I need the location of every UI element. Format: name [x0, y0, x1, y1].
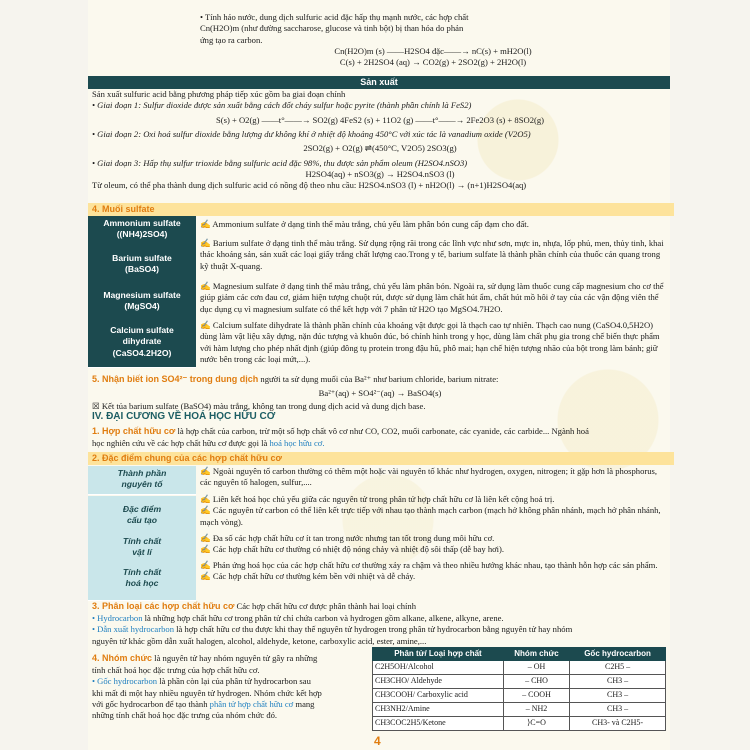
text-line: • Tính háo nước, dung dịch sulfuric acid đặc hấp thụ mạnh nước, các hợp chất — [200, 12, 469, 22]
label-line: ((NH4)2SO4) — [116, 229, 168, 240]
table-cell: CH3 – — [570, 675, 666, 689]
text-line: là phần còn lại của phân tử hydrocarbon sau — [157, 676, 311, 687]
section-title-phan-loai: 3. Phân loại các hợp chất hữu cơ — [92, 601, 235, 611]
highlight-text: hoá học hữu cơ. — [269, 438, 325, 448]
desc-calcium-sulfate: ✍ Calcium sulfate dihydrate là thành phần chính của khoáng vật được gọi là thạch cao tự nhiên. Thạch cao nung (CaSO4.0,5H2O) dùng làm vật liệu xây dựng, nặn đúc tượng và khuôn đúc, bó chỉnh hình trong y học, dùng làm chất phụ gia trong chế biến thực phẩm với hàm lượng cho phép nhất định (giúp đông tụ protein trong đậu hũ, phô mai; hạn chế hiện tượng nhão của bột trong làm bánh; giữ nước bên trong các loại mứt,...). — [200, 320, 660, 365]
table-header: Phân tử/ Loại hợp chất — [373, 648, 504, 661]
text-line: Cn(H2O)m (như đường saccharose, glucose và tinh bột) bị than hóa do phản — [200, 23, 464, 34]
table-cell: – COOH — [503, 689, 569, 703]
page-number: 4 — [374, 734, 381, 748]
stage-2: • Giai đoạn 2: Oxi hoá sulfur dioxide bằng lượng dư không khí ở nhiệt độ khoảng 450°C với xúc tác là vanadium oxide (V2O5) — [92, 129, 531, 140]
label-ammonium-sulfate — [88, 216, 196, 246]
highlight-text: phân tử hợp chất hữu cơ — [209, 699, 294, 710]
label-thanh-phan — [88, 466, 196, 495]
table-cell: CH3 – — [570, 703, 666, 717]
equation: 2SO2(g) + O2(g) ⇌(450°C, V2O5) 2SO3(g) — [303, 143, 457, 154]
functional-group-table — [372, 647, 666, 731]
label-line: Đặc điểm — [122, 504, 162, 514]
text-line: mang — [293, 699, 315, 710]
text-line: những tính chất hoá học đặc trưng của nhóm chức đó. — [92, 710, 278, 721]
text-line: học nghiên cứu về các hợp chất hữu cơ được gọi là — [92, 438, 270, 448]
label-line: (CaSO4.2H2O) — [112, 347, 172, 358]
text-line: ✍ Các hợp chất hữu cơ thường có nhiệt độ nóng chảy và nhiệt độ sôi thấp (dễ bay hơi). — [200, 544, 505, 555]
label-line: hoá học — [125, 578, 159, 589]
label-calcium-sulfate — [88, 320, 196, 368]
label-tinh-chat-hoa-hoc — [88, 562, 196, 601]
text-line: tính chất hoá học đặc trưng của hợp chất hữu cơ. — [92, 665, 260, 675]
section-title-nhom-chuc: 4. Nhóm chức — [92, 653, 153, 663]
table-cell: CH3 – — [570, 689, 666, 703]
table-header: Gốc hydrocarbon — [570, 648, 666, 661]
label-line: Tính chất — [122, 536, 162, 546]
table-header: Nhóm chức — [503, 648, 569, 661]
table-cell: CH3NH2/Amine — [373, 703, 504, 717]
table-row — [373, 661, 666, 675]
label-barium-sulfate — [88, 245, 196, 288]
table-row — [373, 717, 666, 731]
text-line: ứng tạo ra carbon. — [200, 34, 263, 45]
label-line: (MgSO4) — [124, 301, 160, 312]
table-row — [373, 689, 666, 703]
label-line: Thành phần — [117, 468, 167, 478]
nhom-chuc-block — [92, 652, 368, 722]
section-title-dac-diem: 2. Đặc điểm chung của các hợp chất hữu cơ — [88, 452, 674, 465]
document-sheet — [88, 0, 670, 750]
text-line: là nguyên tử hay nhóm nguyên tử gây ra những — [152, 653, 318, 663]
equation: Ba²⁺(aq) + SO4²⁻(aq) → BaSO4(s) — [318, 388, 442, 398]
text-line: ☒ Kết tủa barium sulfate (BaSO4) màu trắng, không tan trong dung dịch acid và dung dịch base. — [92, 401, 426, 412]
text-line: là những hợp chất hữu cơ trong phân tử chỉ chứa carbon và hydrogen gồm alkane, alkene, alkyne, arene. — [142, 613, 504, 623]
top-box-text — [200, 12, 666, 69]
equation: C(s) + 2H2SO4 (aq) → CO2(g) + 2SO2(g) + 2H2O(l) — [339, 57, 527, 68]
table-cell: – OH — [503, 661, 569, 675]
label-line: nguyên tố — [121, 479, 163, 490]
label-line: Ammonium sulfate — [103, 218, 181, 228]
text-line: ✍ Liên kết hoá học chủ yếu giữa các nguyên tử trong phân tử hợp chất hữu cơ là liên kết cộng hoá trị. — [200, 494, 555, 504]
equation: Cn(H2O)m (s) ——H2SO4 đặc——→ nC(s) + mH2O(l) — [334, 46, 532, 57]
label-line: cấu tạo — [126, 515, 158, 526]
part-title: IV. ĐẠI CƯƠNG VỀ HOÁ HỌC HỮU CƠ — [92, 411, 276, 422]
section-title-nhan-biet: 5. Nhận biết ion SO4²⁻ trong dung dịch — [92, 374, 259, 384]
desc-tinh-chat-vat-li — [200, 533, 666, 556]
text-line: ✍ Đa số các hợp chất hữu cơ ít tan trong nước nhưng tan tốt trong dung môi hữu cơ. — [200, 533, 495, 543]
right-margin — [670, 0, 750, 750]
desc-magnesium-sulfate: ✍ Magnesium sulfate ở dạng tinh thể màu trắng, chủ yếu làm phân bón. Ngoài ra, sử dụng làm thuốc cung cấp magnesium cho cơ thể giúp giảm các cơn đau cơ, giảm hiện tượng chuột rút, được sử dụng làm chất hút ẩm, chất hút mồ hôi ở tay của các vận động viên thể dục dụng cụ vì magnesium sulfate có thể kết hợp với 7 phân tử H2O tạo MgSO4.7H2O. — [200, 281, 664, 314]
section-header-san-xuat: Sản xuất — [88, 76, 670, 89]
left-margin — [0, 0, 88, 750]
text-line: ✍ Phản ứng hoá học của các hợp chất hữu cơ thường xảy ra chậm và theo nhiều hướng khác nhau, tạo thành hỗn hợp các sản phẩm. — [200, 560, 658, 570]
stage-1: • Giai đoạn 1: Sulfur dioxide được sản xuất bằng cách đốt cháy sulfur hoặc pyrite (thành phần chính là FeS2) — [92, 100, 472, 111]
label-line: Tính chất — [122, 567, 162, 577]
label-line: Barium sulfate — [112, 253, 172, 263]
text-line: là hợp chất hữu cơ thu được khi thay thế nguyên tử hydrogen trong phân tử hydrocarbon bằng nguyên tử hay nhóm — [174, 624, 573, 635]
label-line: Calcium sulfate — [110, 325, 174, 335]
desc-tinh-chat-hoa-hoc — [200, 560, 666, 583]
desc-barium-sulfate: ✍ Barium sulfate ở dạng tinh thể màu trắng. Sử dụng rộng rãi trong các lĩnh vực như sơn, mực in, nhựa, lốp phủ, men, thủy tinh, khai thác khoáng sản, sản xuất các loại giấy trắng chất lượng cao.Trong y tế, barium sulfate là thành phần chính của thuốc cản quang trong kỹ thuật X-quang. — [200, 238, 664, 271]
label-magnesium-sulfate — [88, 285, 196, 321]
table-cell: – NH2 — [503, 703, 569, 717]
text-line: là hợp chất của carbon, trừ một số hợp chất vô cơ như CO, CO2, muối carbonate, các cyanide, các carbide... Ngành hoá — [175, 426, 589, 436]
desc-ammonium-sulfate: ✍ Ammonium sulfate ở dạng tinh thể màu trắng, chủ yếu làm phân bón cung cấp đạm cho đất. — [200, 219, 529, 229]
label-line: Magnesium sulfate — [103, 290, 181, 300]
text-line: ✍ Các hợp chất hữu cơ thường kém bền với nhiệt và dễ cháy. — [200, 571, 416, 582]
desc-dac-diem-cau-tao — [200, 494, 666, 528]
text-line: Sản xuất sulfuric acid bằng phương pháp tiếp xúc gồm ba giai đoạn chính — [92, 89, 346, 99]
text-line: Từ oleum, có thể pha thành dung dịch sulfuric acid có nồng độ theo nhu cầu: H2SO4.nSO3 (l) + nH2O(l) → (n+1)H2SO4(aq) — [92, 180, 527, 191]
section-title-hop-chat-huu-co: 1. Hợp chất hữu cơ — [92, 426, 176, 436]
nhan-biet-block — [92, 373, 668, 413]
table-row — [373, 703, 666, 717]
text-line: với gốc hydrocarbon để tạo thành — [92, 699, 210, 710]
table-cell: CH3- và C2H5- — [570, 717, 666, 731]
text-line: người ta sử dụng muối của Ba²⁺ như barium chloride, barium nitrate: — [258, 374, 499, 384]
huu-co-definition — [92, 425, 668, 449]
stage-3: • Giai đoạn 3: Hấp thụ sulfur trioxide bằng sulfuric acid đặc 98%, thu được sản phẩm oleum (H2SO4.nSO3) — [92, 157, 468, 168]
table-header-row — [373, 648, 666, 661]
san-xuat-body — [92, 89, 668, 192]
section-title-muoi-sulfate: 4. Muối sulfate — [88, 203, 674, 216]
label-line: vật lí — [132, 547, 152, 558]
equation: H2SO4(aq) + nSO3(g) → H2SO4.nSO3 (l) — [305, 169, 455, 180]
label-line: (BaSO4) — [125, 264, 159, 275]
table-cell: C2H5OH/Alcohol — [373, 661, 504, 675]
table-cell: CH3COOH/ Carboxylic acid — [373, 689, 504, 703]
table-cell: ⟩C=O — [503, 717, 569, 731]
equation: S(s) + O2(g) ——t°——→ SO2(g) 4FeS2 (s) + 11O2 (g) ——t°——→ 2Fe2O3 (s) + 8SO2(g) — [215, 114, 545, 125]
highlight-text: • Gốc hydrocarbon — [92, 676, 158, 687]
text-line: ✍ Các nguyên tử carbon có thể liên kết trực tiếp với nhau tạo thành mạch carbon (mạch hở không phân nhánh, mạch hở phân nhánh, mạch vòng). — [200, 505, 661, 527]
desc-thanh-phan: ✍ Ngoài nguyên tố carbon thường có thêm một hoặc vài nguyên tố khác như hydrogen, oxygen, nitrogen; ít gặp hơn là phosphorus, các nguyên tố halogen, sulfur,.... — [200, 466, 658, 488]
text-line: Các hợp chất hữu cơ được phân thành hai loại chính — [234, 601, 417, 611]
highlight-text: • Hydrocarbon — [92, 613, 143, 623]
table-cell: – CHO — [503, 675, 569, 689]
table-row — [373, 675, 666, 689]
label-tinh-chat-vat-li — [88, 532, 196, 563]
table-cell: C2H5 – — [570, 661, 666, 675]
label-line: dihydrate — [122, 336, 162, 347]
text-line: nguyên tử khác gồm dẫn xuất halogen, alcohol, aldehyde, ketone, carboxylic acid, ester, amine,... — [92, 635, 427, 646]
highlight-text: • Dẫn xuất hydrocarbon — [92, 624, 174, 635]
table-cell: CH3CHO/ Aldehyde — [373, 675, 504, 689]
table-cell: CH3COC2H5/Ketone — [373, 717, 504, 731]
text-line: khi mất đi một hay nhiều nguyên tử hydrogen. Nhóm chức kết hợp — [92, 687, 322, 698]
phan-loai-block — [92, 600, 668, 647]
